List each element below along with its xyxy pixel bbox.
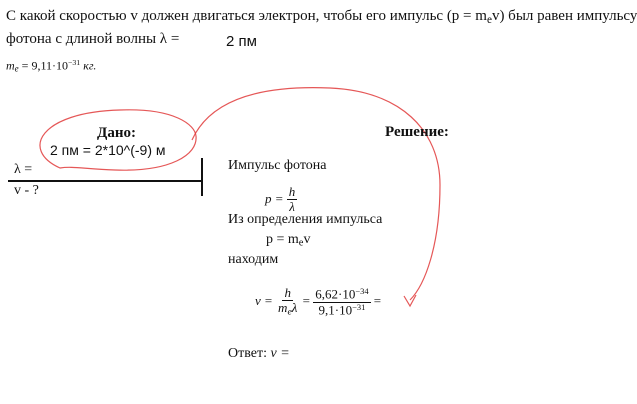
mass-subscript: e	[486, 13, 492, 26]
eq3-num2-exp: −34	[355, 285, 369, 296]
answer-label: Ответ:	[228, 346, 271, 361]
given-wavelength: 2 пм = 2*10^(-9) м	[50, 142, 166, 158]
eq2-sub: e	[298, 237, 304, 249]
definition-label: Из определения импульса	[228, 212, 383, 227]
eq3-numerator-2	[313, 287, 370, 303]
mass-symbol: m	[6, 58, 15, 73]
eq3-fraction-numeric	[313, 287, 370, 318]
find-label: находим	[228, 252, 279, 267]
eq2-left: p = m	[266, 232, 299, 247]
given-unknown: v - ?	[14, 183, 39, 198]
eq3-fraction-symbolic	[276, 286, 299, 318]
photon-momentum-label: Импульс фотона	[228, 158, 327, 173]
problem-text: С какой скоростью v должен двигаться электрон, чтобы его импульс (p = m	[6, 8, 487, 24]
eq1-numerator: h	[288, 184, 296, 199]
eq3-equals: =	[299, 293, 314, 309]
eq3-den2-value: 9,1·10	[318, 302, 353, 318]
eq3-denominator-1	[276, 301, 299, 318]
eq3-tail: =	[370, 293, 382, 309]
eq3-den-sub: e	[287, 306, 292, 318]
problem-text-end: v) был равен импульсу	[491, 8, 637, 24]
mass-symbol-sub: e	[14, 63, 19, 74]
answer-line	[228, 346, 290, 362]
mass-value: = 9,11·10	[18, 58, 68, 73]
eq3-den-lambda: λ	[291, 300, 298, 316]
eq1-fraction	[287, 185, 298, 215]
eq3-den2-exp: −31	[352, 301, 366, 312]
given-lambda-label: λ =	[14, 162, 33, 177]
eq3-den-m: m	[278, 300, 288, 316]
eq1-denominator: λ	[289, 199, 295, 215]
annotation-arrow-head	[404, 295, 416, 306]
answer-variable: v =	[270, 346, 290, 361]
wavelength-badge: 2 пм	[226, 33, 257, 50]
given-vertical-bar	[201, 158, 203, 196]
mass-unit: кг.	[80, 58, 97, 73]
given-divider	[8, 180, 203, 182]
eq3-num2-value: 6,62·10	[315, 286, 356, 302]
equation-velocity	[255, 286, 381, 318]
equation-definition	[266, 232, 310, 249]
problem-line-2: фотона с длиной волны λ =	[6, 31, 180, 47]
mass-exponent: −31	[68, 58, 81, 67]
eq2-right: v	[303, 232, 311, 247]
solution-heading: Решение:	[385, 124, 449, 140]
eq1-lhs: p =	[265, 190, 287, 206]
annotation-arrow-curve	[192, 88, 440, 300]
equation-photon-momentum	[265, 185, 297, 215]
given-heading: Дано:	[97, 125, 136, 141]
eq3-numerator-1: h	[284, 285, 291, 300]
eq3-denominator-2	[317, 303, 368, 318]
eq3-lhs: v =	[255, 293, 277, 309]
